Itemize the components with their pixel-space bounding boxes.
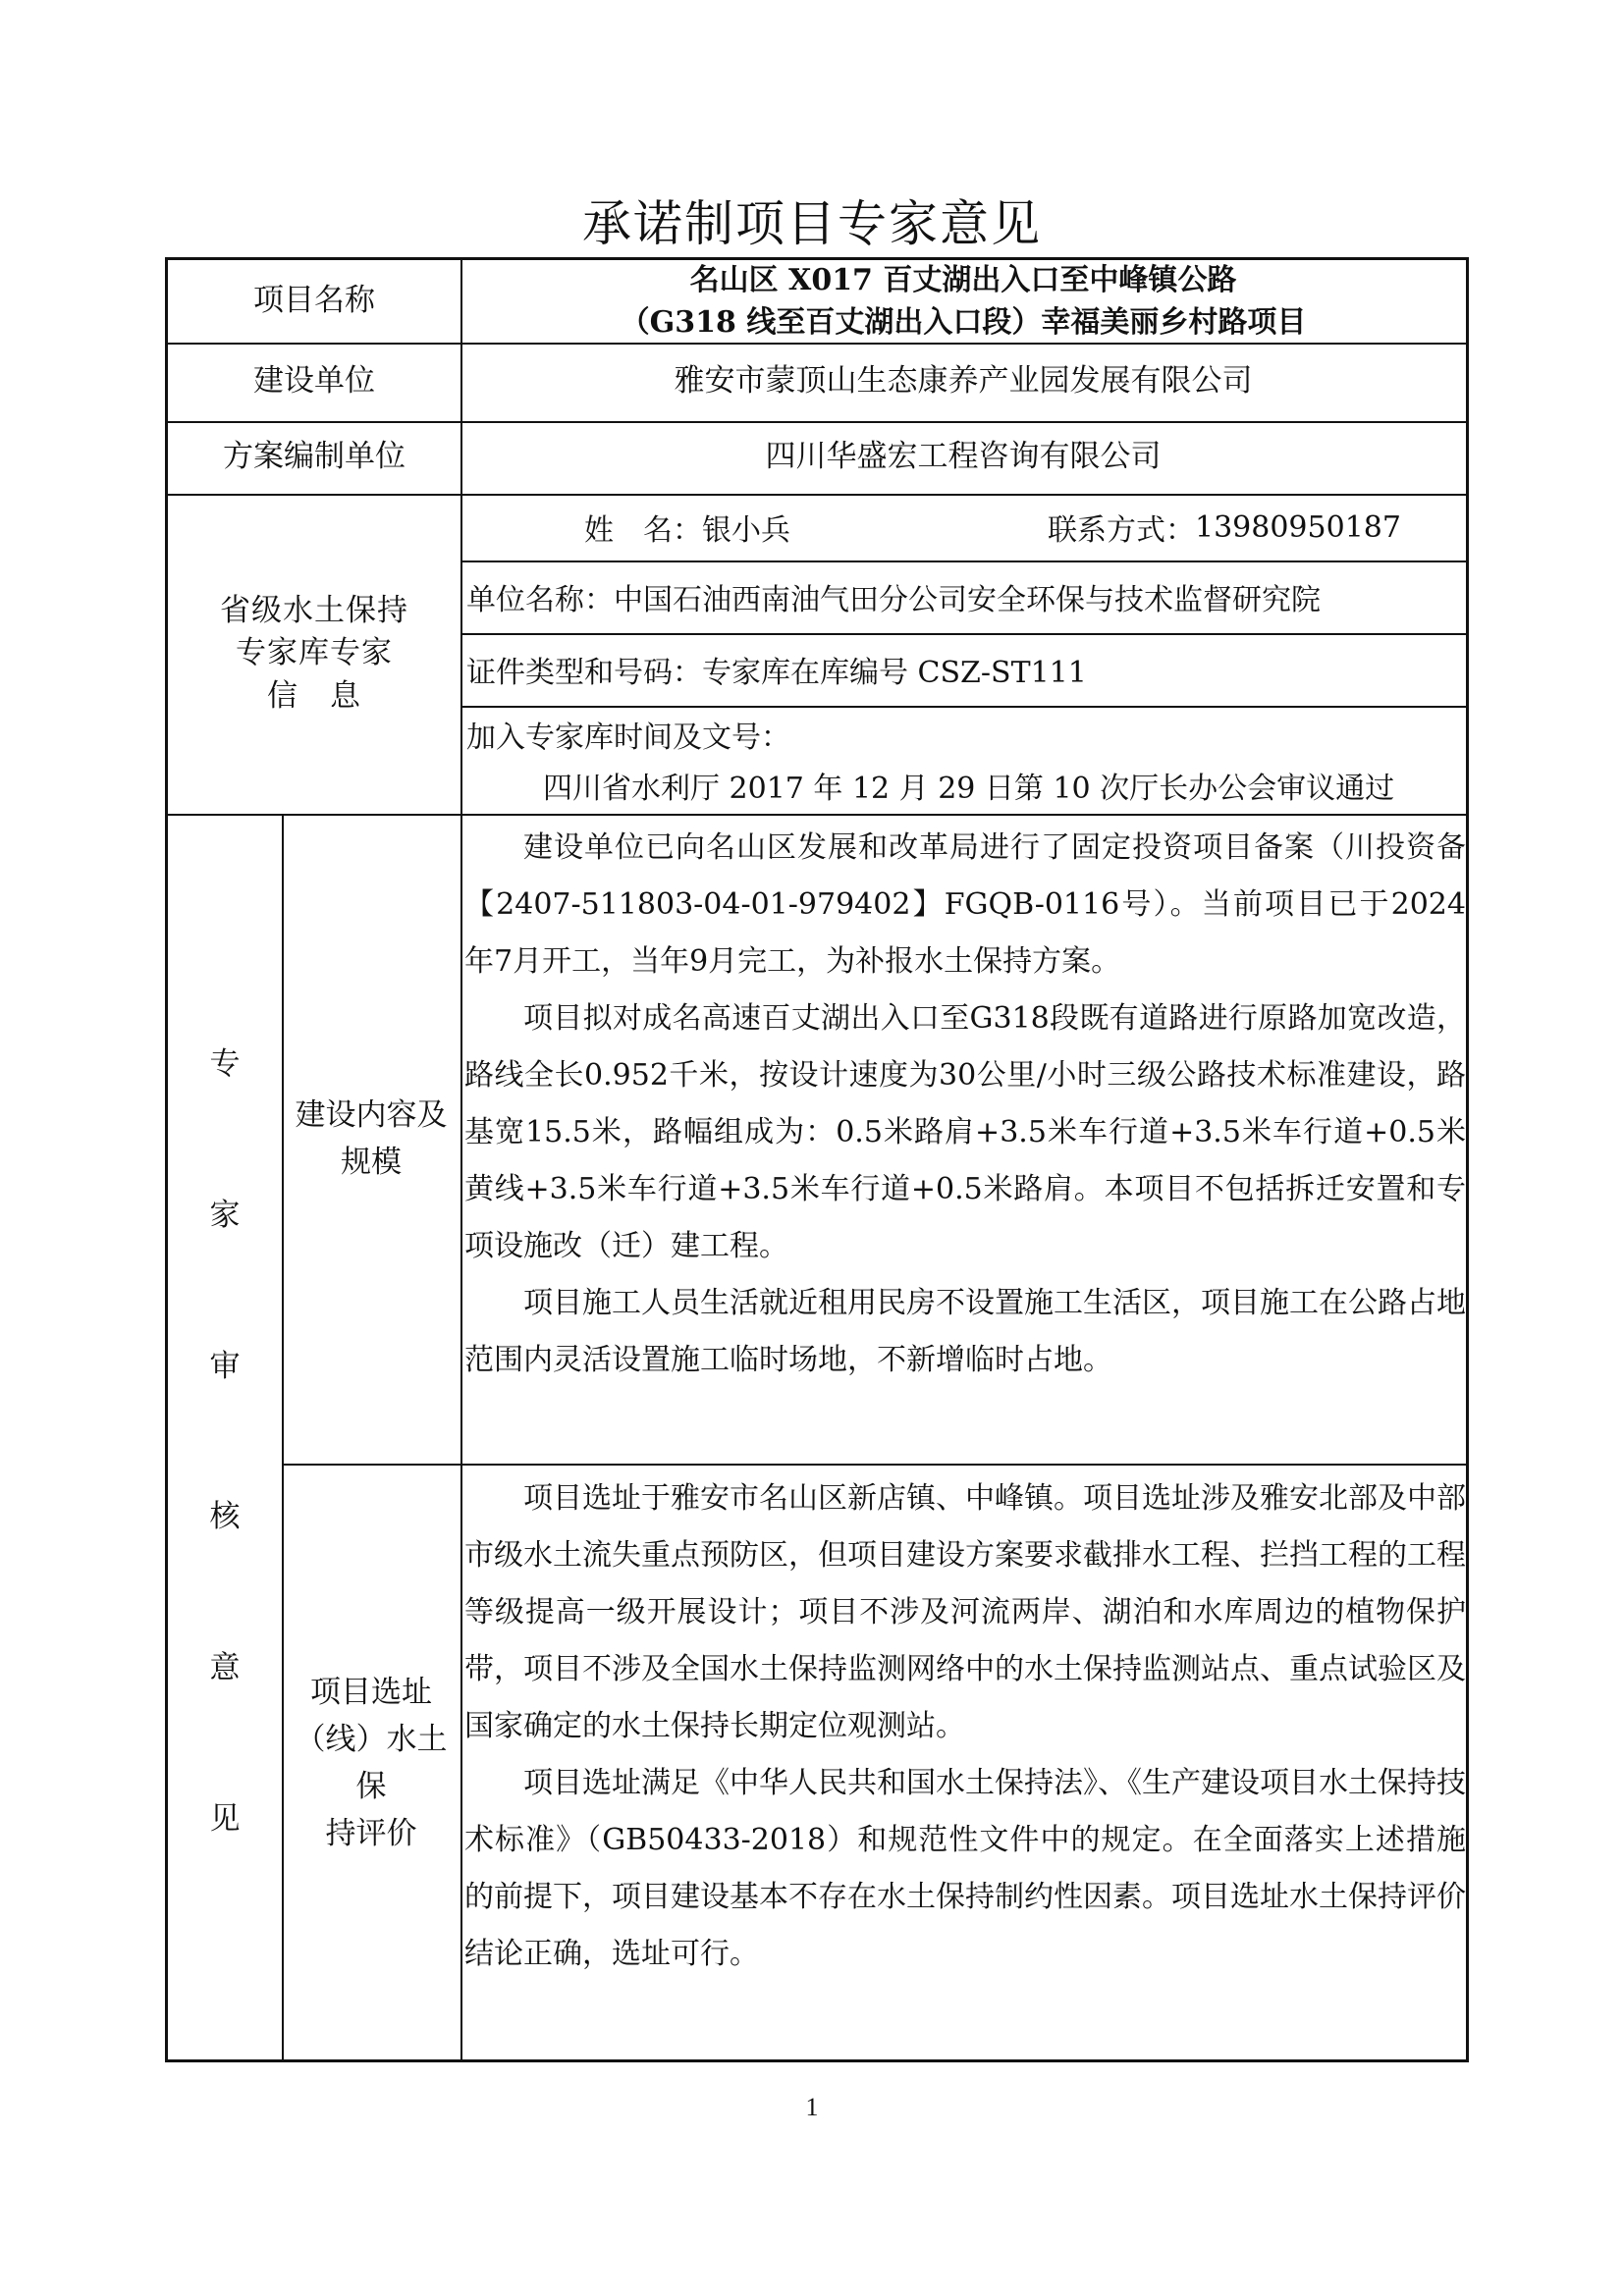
site-label [282,1464,460,2062]
expert-join-row [462,706,1466,814]
scale-paragraph: 项目拟对成名高速百丈湖出入口至G318段既有道路进行原路加宽改造，路线全长0.952千米，按设计速度为30公里/小时三级公路技术标准建设，路基宽15.5米，路幅组成为：0.5米路肩+3.5米车行道+3.5米车行道+0.5米黄线+3.5米车行道+3.5米车行道+0.5米路肩。本项目不包括拆迁安置和专项设施改（迁）建工程。 [464,1001,1466,1263]
expert-review-heading [168,814,282,2062]
site-paragraph: 项目选址满足《中华人民共和国水土保持法》、《生产建设项目水土保持技术标准》（GB50433-2018）和规范性文件中的规定。在全面落实上述措施的前提下，项目建设基本不存在水土保持制约性因素。项目选址水土保持评价结论正确，选址可行。 [464,1766,1466,1971]
expert-contact-label: 联系方式： [1048,513,1195,548]
scale-label [282,814,460,1464]
expert-info-label [168,494,460,814]
scale-content [464,820,1466,1389]
scale-paragraph: 建设单位已向名山区发展和改革局进行了固定投资项目备案（川投资备【2407-511803-04-01-979402】FGQB-0116号）。当前项目已于2024年7月开工，当年9月完工，为补报水土保持方案。 [464,830,1466,979]
expert-unit-row [462,561,1466,633]
expert-name: 银小兵 [702,513,790,548]
compiler-value: 四川华盛宏工程咨询有限公司 [765,439,1162,475]
project-name-label: 项目名称 [253,283,375,319]
document-title: 承诺制项目专家意见 [582,195,1042,252]
review-char: 专 [209,1045,241,1082]
review-char: 见 [209,1801,241,1838]
site-label-line2: （线）水土保 [295,1721,448,1804]
expert-unit-label: 单位名称： [466,583,614,617]
page-number: 1 [805,2093,819,2121]
scale-label-line1: 建设内容及 [295,1096,448,1133]
project-name-value [460,260,1466,343]
site-label-line1: 项目选址 [310,1674,432,1710]
opinion-form [165,257,1469,2062]
review-char: 家 [209,1197,241,1233]
expert-name-label: 姓 名： [584,513,702,548]
site-label-line3: 持评价 [325,1816,417,1852]
expert-join-value: 四川省水利厅 2017 年 12 月 29 日第 10 次厅长办公会审议通过 [543,771,1395,806]
expert-unit: 中国石油西南油气田分公司安全环保与技术监督研究院 [614,583,1321,617]
scale-paragraph: 项目施工人员生活就近租用民房不设置施工生活区，项目施工在公路占地范围内灵活设置施工临时场地，不新增临时占地。 [464,1286,1466,1377]
expert-label-line2: 专家库专家 [236,635,393,671]
site-content [464,1470,1466,1983]
review-char: 核 [209,1499,241,1535]
expert-cert-row [462,633,1466,706]
scale-label-line2: 规模 [341,1145,402,1180]
compiler-label: 方案编制单位 [223,439,406,475]
project-name-line2: （G318 线至百丈湖出入口段）幸福美丽乡村路项目 [620,305,1307,340]
expert-cert: 专家库在库编号 CSZ-ST111 [702,656,1087,690]
expert-join-label: 加入专家库时间及文号： [466,721,790,756]
expert-name-row [462,494,1466,561]
builder-value: 雅安市蒙顶山生态康养产业园发展有限公司 [674,363,1253,400]
project-name-line1: 名山区 X017 百丈湖出入口至中峰镇公路 [689,262,1237,297]
review-char: 意 [209,1650,241,1686]
expert-label-line3: 信 息 [267,677,361,714]
site-paragraph: 项目选址于雅安市名山区新店镇、中峰镇。项目选址涉及雅安北部及中部市级水土流失重点预防区，但项目建设方案要求截排水工程、拦挡工程的工程等级提高一级开展设计；项目不涉及河流两岸、湖泊和水库周边的植物保护带，项目不涉及全国水土保持监测网络中的水土保持监测站点、重点试验区及国家确定的水土保持长期定位观测站。 [464,1481,1466,1743]
expert-label-line1: 省级水土保持 [220,592,408,628]
expert-contact: 13980950187 [1195,509,1401,545]
review-char: 审 [209,1348,241,1384]
expert-cert-label: 证件类型和号码： [466,656,702,690]
builder-label: 建设单位 [253,363,375,400]
